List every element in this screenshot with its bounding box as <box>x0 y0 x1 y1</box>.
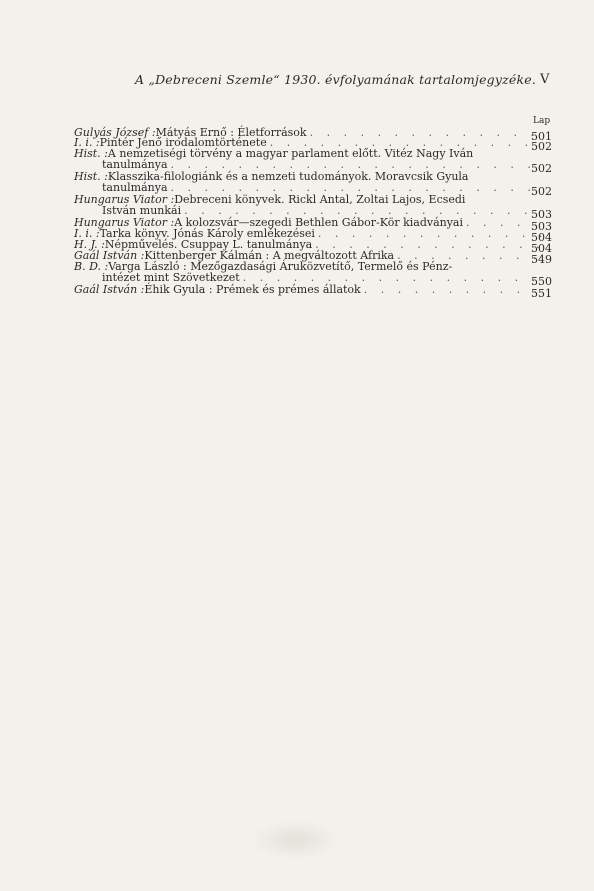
leader-dots <box>171 159 542 170</box>
toc-entry <box>74 260 552 288</box>
leader-dots <box>364 284 542 295</box>
entry-author: Gaál István : <box>74 283 145 296</box>
entry-title: Népművelés. Csuppay L. tanulmánya <box>104 238 313 251</box>
leader-dots <box>184 205 542 216</box>
entry-title: Tarka könyv. Jónás Károly emlékezései <box>99 227 315 240</box>
entry-author: Gaál István : <box>74 249 145 262</box>
toc-entry-continuation <box>74 272 542 283</box>
entry-page-number: 551 <box>531 287 552 300</box>
entry-author: Hist. : <box>74 147 108 160</box>
entry-page-number: 502 <box>531 162 552 175</box>
running-header <box>0 72 594 92</box>
entry-author: Hist. : <box>74 170 108 183</box>
page-folio: V <box>540 72 550 87</box>
entry-author: I. i. : <box>74 227 100 240</box>
entry-author: I. i. : <box>74 136 100 149</box>
header-title: A „Debreceni Szemle“ 1930. évfolyamának tartalomjegyzéke. <box>135 72 537 87</box>
entry-author: Hungarus Viator : <box>74 216 175 229</box>
entry-page-number: 549 <box>531 253 552 266</box>
entry-title: István munkái <box>102 204 182 217</box>
leader-dots <box>171 182 542 193</box>
entry-title: Pintér Jenő irodalomtörténete <box>99 136 267 149</box>
entry-title: tanulmánya <box>102 181 168 194</box>
leader-dots <box>243 272 542 283</box>
entry-author: Gulyás József : <box>74 126 156 139</box>
entry-page-number: 501 <box>531 130 552 143</box>
entry-title: intézet mint Szövetkezet <box>102 271 240 284</box>
entry-author: H. J. : <box>74 238 105 251</box>
entry-author: Hungarus Viator : <box>74 193 175 206</box>
entry-page-number: 502 <box>531 140 552 153</box>
leader-dots <box>318 228 542 239</box>
toc-entry <box>74 193 552 221</box>
entry-title: Debreceni könyvek. Rickl Antal, Zoltai Lajos, Ecsedi <box>174 193 466 206</box>
entry-page-number: 504 <box>531 231 552 244</box>
entry-page-number: 503 <box>531 208 552 221</box>
entry-title: A kolozsvár—szegedi Bethlen Gábor-Kör kiadványai <box>174 216 464 229</box>
entry-page-number: 502 <box>531 185 552 198</box>
paper-stain <box>250 820 340 860</box>
toc-entry-continuation <box>74 159 542 170</box>
entry-title: Klasszika-filologiánk és a nemzeti tudományok. Moravcsik Gyula <box>107 170 469 183</box>
toc-entry-continuation <box>74 205 542 216</box>
entry-title: Varga László : Mezőgazdasági Áruközvetítő, Termelő és Pénz- <box>108 260 453 273</box>
page-column-heading: Lap <box>533 116 551 126</box>
entry-title: tanulmánya <box>102 158 168 171</box>
toc-entry <box>74 283 552 300</box>
toc-entry-continuation <box>74 182 542 193</box>
entry-page-number: 504 <box>531 242 552 255</box>
toc-entry <box>74 170 552 198</box>
entry-title: Éhik Gyula : Prémek és prémes állatok <box>144 283 361 296</box>
entry-author: B. D. : <box>74 260 109 273</box>
entry-title: Mátyás Ernő : Életforrások <box>155 126 307 139</box>
entry-page-number: 550 <box>531 275 552 288</box>
entry-page-number: 503 <box>531 220 552 233</box>
entry-title: Kittenberger Kálmán : A megváltozott Afrika <box>144 249 395 262</box>
toc-entry-line <box>74 284 542 295</box>
toc-entry <box>74 147 552 175</box>
entry-title: A nemzetiségi törvény a magyar parlament előtt. Vitéz Nagy Iván <box>107 147 474 160</box>
